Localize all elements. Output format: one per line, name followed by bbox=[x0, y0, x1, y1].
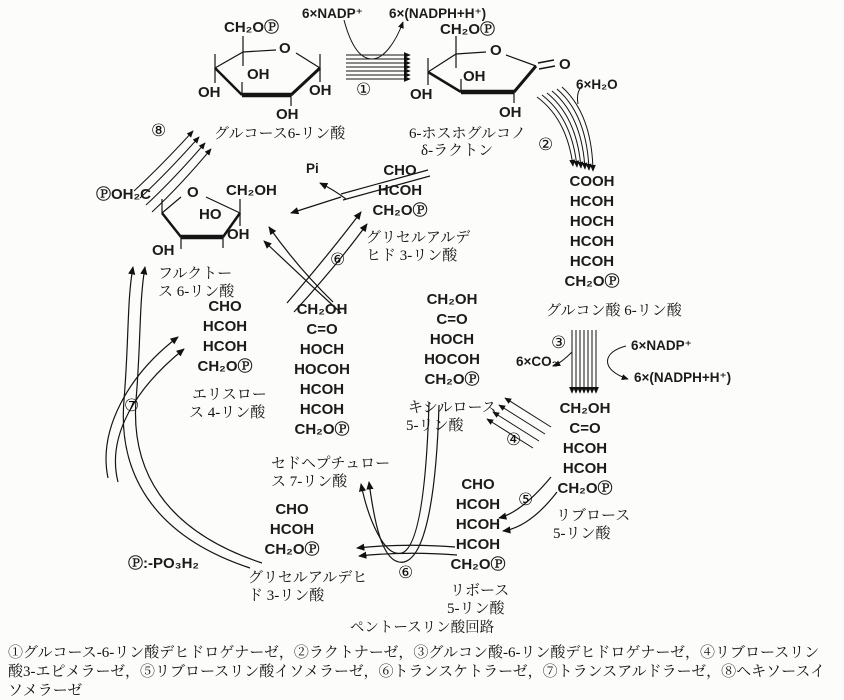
f6p-oh-bottom: OH bbox=[152, 242, 175, 259]
nadp-in-1-label: 6×NADP⁺ bbox=[302, 6, 363, 21]
step3-number: ③ bbox=[551, 333, 567, 353]
formula-line: CH₂OⓅ bbox=[424, 371, 480, 388]
formula-line: CH₂OⓅ bbox=[294, 421, 350, 438]
water-label: 6×H₂O bbox=[576, 77, 618, 92]
ribose5p-label-2: 5-リン酸 bbox=[447, 601, 505, 617]
erythrose4p-label-1: エリスロー bbox=[192, 387, 267, 403]
step2-arrows bbox=[537, 86, 593, 171]
formula-line: CHO bbox=[383, 162, 417, 179]
formula-line: CH₂OH bbox=[426, 291, 478, 308]
formula-line: HCOH bbox=[569, 253, 615, 270]
pgl-oh-bottom: OH bbox=[499, 104, 522, 121]
pgl-oh-inside: OH bbox=[463, 68, 486, 85]
formula-line: HCOH bbox=[202, 318, 248, 335]
sedoheptulose7p-label-1: セドヘプチュロー bbox=[271, 456, 391, 472]
f6p-label-2: ス 6-リン酸 bbox=[158, 284, 235, 300]
formula-line: HCOH bbox=[299, 401, 345, 418]
formula-line: CH₂OⓅ bbox=[372, 202, 428, 219]
xylulose5p-label-2: 5-リン酸 bbox=[406, 418, 464, 434]
caption-line-3: ソメラーゼ bbox=[8, 683, 83, 699]
formula-line: HCOH bbox=[562, 440, 608, 457]
gluconate6p-formula bbox=[550, 172, 634, 292]
formula-line: HOCH bbox=[569, 213, 615, 230]
formula-line: HCOH bbox=[455, 516, 501, 533]
formula-line: HCOH bbox=[269, 521, 315, 538]
ribulose5p-formula bbox=[543, 399, 627, 499]
formula-line: CHO bbox=[275, 501, 309, 518]
pgl-oh-left: OH bbox=[410, 86, 433, 103]
gap-bottom-label-2: ド 3-リン酸 bbox=[248, 588, 325, 604]
nadph-out-1-label: 6×(NADPH+H⁺) bbox=[389, 6, 487, 21]
erythrose4p-formula bbox=[183, 297, 267, 377]
co2-label: 6×CO₂ bbox=[516, 354, 558, 369]
formula-line: HCOH bbox=[569, 193, 615, 210]
formula-line: C=O bbox=[569, 420, 601, 437]
formula-line: HOCOH bbox=[424, 351, 480, 368]
g6p-label: グルコース6-リン酸 bbox=[214, 126, 346, 142]
formula-line: HOCH bbox=[299, 341, 345, 358]
step6-bottom-number: ⑥ bbox=[398, 563, 414, 583]
gap-top-label-2: ヒド 3-リン酸 bbox=[366, 248, 458, 264]
formula-line: HCOH bbox=[299, 381, 345, 398]
f6p-formula-right: CH₂OH bbox=[226, 182, 277, 199]
f6p-formula-left: ⓅOH₂C bbox=[96, 186, 151, 203]
g6p-oh-right: OH bbox=[309, 82, 332, 99]
pgl-ring-oxygen: O bbox=[490, 42, 502, 59]
xylulose5p-formula bbox=[410, 290, 494, 390]
formula-line: HCOH bbox=[455, 496, 501, 513]
phosphate-legend: Ⓟ:-PO₃H₂ bbox=[128, 555, 200, 572]
g6p-ring-oxygen: O bbox=[279, 40, 291, 57]
formula-line: C=O bbox=[306, 321, 338, 338]
pgl-formula-top: CH₂OⓅ bbox=[440, 21, 495, 38]
sedoheptulose7p-label-2: ス 7-リン酸 bbox=[271, 474, 348, 490]
formula-line: HCOH bbox=[455, 536, 501, 553]
f6p-ho-inside: HO bbox=[199, 206, 222, 223]
gluconate6p-label: グルコン酸 6-リン酸 bbox=[546, 303, 682, 319]
formula-line: HOCOH bbox=[294, 361, 350, 378]
formula-line: CH₂OH bbox=[296, 301, 348, 318]
step1-number: ① bbox=[356, 80, 372, 100]
ribulose5p-label-1: リブロース bbox=[556, 508, 631, 524]
g6p-oh-bottom: OH bbox=[276, 106, 299, 123]
ribose5p-label-1: リボース bbox=[450, 583, 510, 599]
formula-line: CH₂OH bbox=[559, 400, 611, 417]
gap-top-formula bbox=[358, 161, 442, 221]
gap-bottom-label-1: グリセルアルデヒ bbox=[248, 570, 368, 586]
gap-bottom-formula bbox=[250, 500, 334, 560]
nadph-out-2-label: 6×(NADPH+H⁺) bbox=[634, 370, 732, 385]
xylulose5p-label-1: キシルロース bbox=[408, 400, 497, 416]
step1-arrows bbox=[344, 20, 410, 79]
sedoheptulose7p-formula bbox=[280, 300, 364, 440]
formula-line: CHO bbox=[461, 476, 495, 493]
formula-line: CHO bbox=[208, 298, 242, 315]
formula-line: HCOH bbox=[569, 233, 615, 250]
step7-number: ⑦ bbox=[124, 396, 140, 416]
formula-line: HOCH bbox=[429, 331, 475, 348]
formula-line: C=O bbox=[436, 311, 468, 328]
g6p-oh-left: OH bbox=[198, 84, 221, 101]
f6p-label-1: フルクトー bbox=[158, 266, 233, 282]
f6p-oh-right: OH bbox=[227, 226, 250, 243]
pgl-label-1: 6-ホスホグルコノ bbox=[409, 126, 527, 142]
step6-top-number: ⑥ bbox=[330, 250, 346, 270]
g6p-formula-top: CH₂OⓅ bbox=[224, 19, 279, 36]
diagram-title: ペントースリン酸回路 bbox=[349, 620, 495, 636]
formula-line: CH₂OⓅ bbox=[557, 480, 613, 497]
formula-line: HCOH bbox=[377, 182, 423, 199]
step4-number: ④ bbox=[506, 430, 522, 450]
ribose5p-formula bbox=[436, 475, 520, 575]
formula-line: HCOH bbox=[562, 460, 608, 477]
caption-line-2: 酸3-エピメラーゼ，⑤リブロースリン酸イソメラーゼ，⑥トランスケトラーゼ，⑦トランスアルドラーゼ，⑧ヘキソースイ bbox=[8, 664, 826, 680]
pgl-label-2: δ-ラクトン bbox=[421, 143, 494, 159]
caption-line-1: ①グルコース-6-リン酸デヒドロゲナーゼ，②ラクトナーゼ，③グルコン酸-6-リン酸デヒドロゲナーゼ，④リブロースリン bbox=[8, 645, 820, 661]
formula-line: CH₂OⓅ bbox=[450, 556, 506, 573]
pi-label: Pi bbox=[306, 161, 319, 176]
pgl-carbonyl-oxygen: O bbox=[559, 56, 571, 73]
gap-top-label-1: グリセルアルデ bbox=[366, 230, 471, 246]
formula-line: CH₂OⓅ bbox=[197, 358, 253, 375]
formula-line: CH₂OⓅ bbox=[264, 541, 320, 558]
formula-line: CH₂OⓅ bbox=[564, 273, 620, 290]
formula-line: HCOH bbox=[202, 338, 248, 355]
g6p-oh-inside: OH bbox=[247, 66, 270, 83]
formula-line: COOH bbox=[569, 173, 615, 190]
ribulose5p-label-2: 5-リン酸 bbox=[553, 526, 611, 542]
step8-number: ⑧ bbox=[151, 121, 167, 141]
step5-number: ⑤ bbox=[518, 490, 534, 510]
nadp-in-2-label: 6×NADP⁺ bbox=[631, 338, 692, 353]
step2-number: ② bbox=[538, 135, 554, 155]
erythrose4p-label-2: ス 4-リン酸 bbox=[189, 405, 266, 421]
f6p-ring-oxygen: O bbox=[187, 184, 199, 201]
